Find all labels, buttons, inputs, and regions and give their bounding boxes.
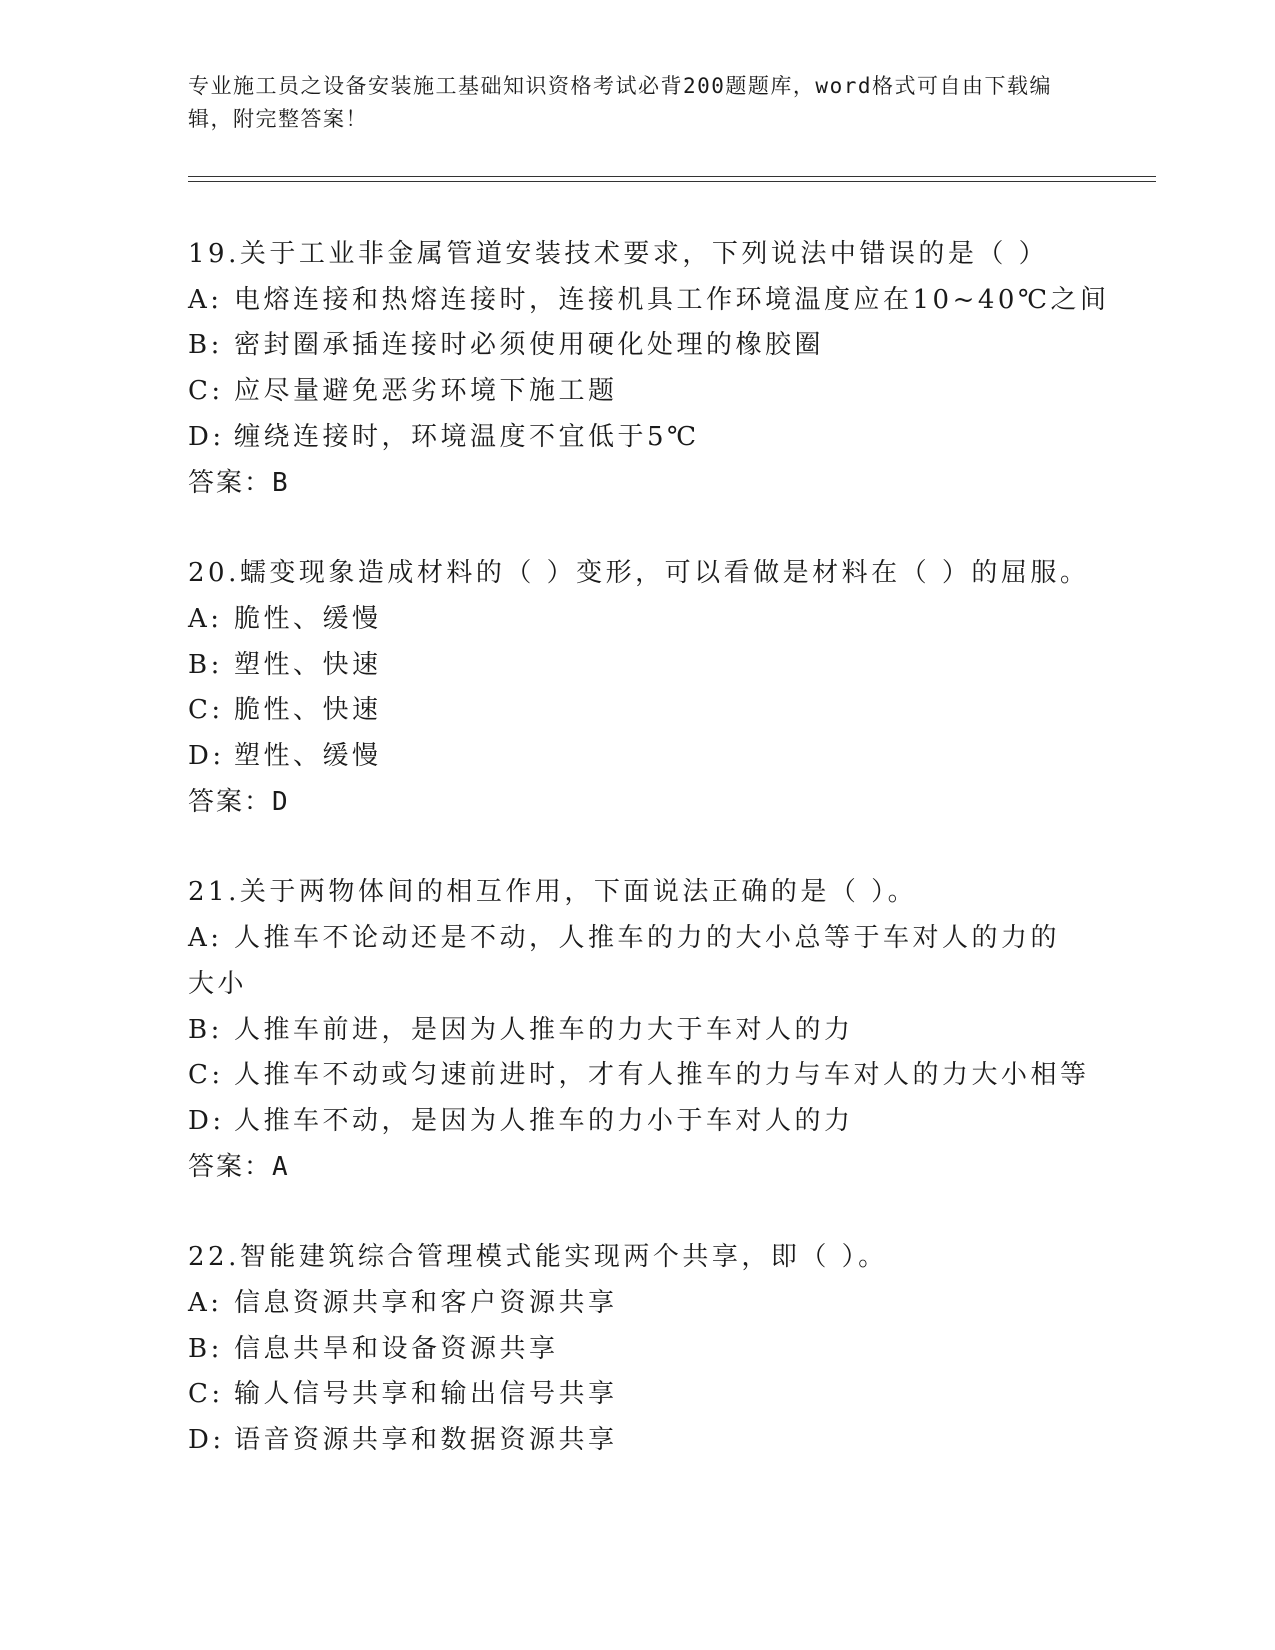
option-letter: D: [188,1105,225,1136]
option-letter: A: [188,603,223,634]
option-letter: A: [188,284,223,315]
question-19 [188,232,1110,506]
question-stem: 20.蠕变现象造成材料的（ ）变形，可以看做是材料在（ ）的屈服。 [188,558,1090,589]
option-b [188,323,1088,369]
option-a [188,278,1110,324]
question-stem: 22.智能建筑综合管理模式能实现两个共享，即（ ）。 [188,1242,888,1273]
question-stem: 19.关于工业非金属管道安装技术要求，下列说法中错误的是（ ） [188,239,1049,269]
option-text: 塑性、缓慢 [234,741,382,772]
option-b [188,1327,1088,1373]
question-stem: 21.关于两物体间的相互作用，下面说法正确的是（ ）。 [188,877,918,908]
option-text: 人推车前进，是因为人推车的力大于车对人的力 [234,1014,854,1045]
option-text: 人推车不动，是因为人推车的力小于车对人的力 [234,1105,854,1136]
option-text: 信息共旱和设备资源共享 [234,1333,559,1364]
option-letter: D: [188,741,225,772]
option-letter: D: [188,421,225,452]
option-letter: B: [188,1333,223,1364]
option-c [188,369,1088,415]
answer-line: 答案：A [188,1151,290,1182]
option-b [188,1008,1088,1054]
option-letter: C: [188,376,224,407]
answer-line: 答案：B [188,467,290,498]
option-letter: C: [188,1379,224,1410]
option-letter: B: [188,330,223,361]
option-text: 应尽量避免恶劣环境下施工题 [234,376,618,407]
question-22 [188,1235,1088,1464]
option-text: 塑性、快速 [234,649,382,680]
option-d [188,415,1088,461]
option-text: 语音资源共享和数据资源共享 [234,1425,618,1456]
question-21 [188,870,1088,1190]
option-letter: B: [188,1014,223,1045]
option-letter: C: [188,1060,224,1091]
option-c [188,688,1088,734]
option-a [188,597,1088,643]
option-letter: A: [188,923,223,954]
document-header [188,70,1088,136]
option-text: 电熔连接和热熔连接时，连接机具工作环境温度应在10~40℃之间 [234,284,1110,315]
option-b [188,643,1088,689]
option-text: 人推车不动或匀速前进时，才有人推车的力与车对人的力大小相等 [234,1060,1090,1091]
option-d [188,1099,1088,1145]
option-text: 脆性、缓慢 [234,603,382,634]
option-c [188,1053,1088,1099]
option-text: 输人信号共享和输出信号共享 [234,1379,618,1410]
option-text: 信息资源共享和客户资源共享 [234,1288,618,1319]
question-20 [188,551,1088,825]
option-d [188,734,1088,780]
option-text: 人推车不论动还是不动，人推车的力的大小总等于车对人的力的大小 [188,923,1061,999]
option-letter: B: [188,649,223,680]
question-list [188,232,1110,1509]
option-letter: A: [188,1288,223,1319]
option-text: 密封圈承插连接时必须使用硬化处理的橡胶圈 [234,330,825,361]
option-d [188,1418,1088,1464]
option-a [188,1281,1088,1327]
option-a [188,916,1088,1007]
answer-line: 答案：D [188,786,290,817]
document-title: 专业施工员之设备安装施工基础知识资格考试必背200题题库，word格式可自由下载编辑，附完整答案！ [188,74,1052,131]
option-text: 脆性、快速 [234,695,382,726]
option-text: 缠绕连接时，环境温度不宜低于5℃ [234,421,700,452]
option-letter: C: [188,695,224,726]
header-double-rule [188,176,1156,182]
option-letter: D: [188,1425,225,1456]
option-c [188,1372,1088,1418]
